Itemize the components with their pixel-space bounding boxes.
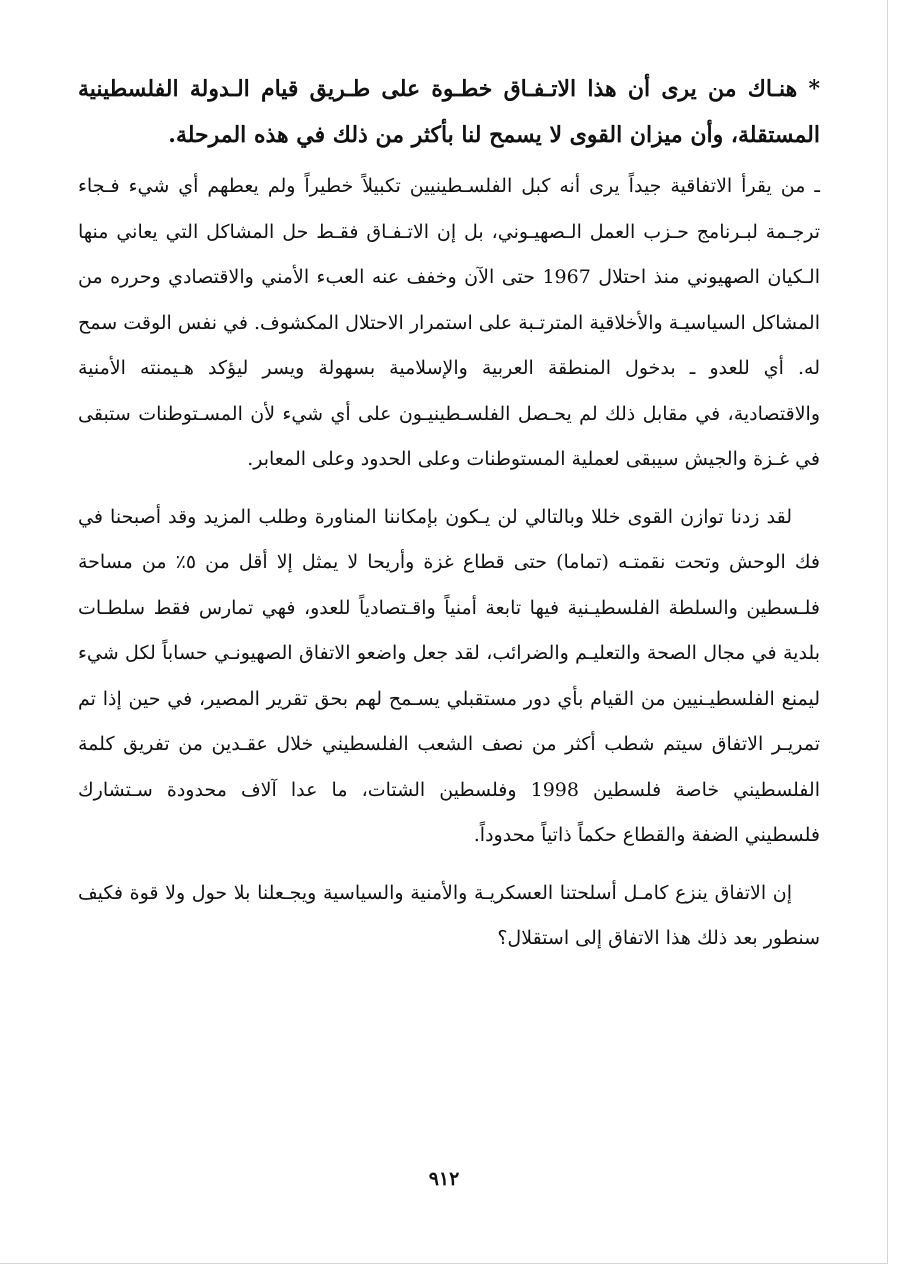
page-number: ٩١٢ xyxy=(428,1168,460,1190)
page-body xyxy=(78,66,820,974)
answer-paragraph-1: ـ من يقرأ الاتفاقية جيداً يرى أنه كبل الفلسـطينيين تكبيلاً خطيراً ولم يعطهم أي شيء فـجاء ترجـمة لبـرنامج حـزب العمل الـصهيـوني، بل إن الاتـفـاق فقـط حل المشاكل التي يعاني منها الـكيان الصهيوني منذ احتلال 1967 حتى الآن وخفف عنه العبء الأمني والاقتصادي وحرره من المشاكل السياسيـة والأخلاقية المترتـبة على استمرار الاحتلال المكشوف. في نفس الوقت سمح له. أي للعدو ـ بدخول المنطقة العربية والإسلامية بسهولة ويسر ليؤكد هـيمنته الأمنية والاقتصادية، في مقابل ذلك لم يحـصل الفلسـطينيـون على أي شيء لأن المسـتوطنات ستبقى في غـزة والجيش سيبقى لعملية المستوطنات وعلى الحدود وعلى المعابر. xyxy=(78,175,820,470)
answer-paragraph-3: إن الاتفاق ينزع كامـل أسلحتنا العسكريـة والأمنية والسياسية ويجـعلنا بلا حول ولا قوة فكيف سنطور بعد ذلك هذا الاتفاق إلى استقلال؟ xyxy=(78,881,820,949)
question-heading: * هنـاك من يرى أن هذا الاتـفـاق خطـوة على طـريق قيام الـدولة الفلسطينية المستقلة، وأن ميزان القوى لا يسمح لنا بأكثر من ذلك في هذه المرحلة. xyxy=(78,76,820,148)
answer-paragraph-2: لقد زدنا توازن القوى خللا وبالتالي لن يـكون بإمكاننا المناورة وطلب المزيد وقد أصبحنا في فك الوحش وتحت نقمتـه (تماما) حتى قطاع غزة وأريحا لا يمثل إلا أقل من ٥٪ من مساحة فلـسطين والسلطة الفلسطيـنية فيها تابعة أمنياً واقـتصادياً للعدو، فهي تمارس فقط سلطـات بلدية في مجال الصحة والتعليـم والضرائب، لقد جعل واضعو الاتفاق الصهيونـي حساباً لكل شيء ليمنع الفلسطيـنيين من القيام بأي دور مستقبلي يسـمح لهم بحق تقرير المصير، في حين إذا تم تمريـر الاتفاق سيتم شطب أكثر من نصف الشعب الفلسطيني خلال عقـدين من تفريق كلمة الفلسطيني خاصة فلسطين 1998 وفلسطين الشتات، ما عدا آلاف محدودة سـتشارك فلسطيني الضفة والقطاع حكماً ذاتياً محدوداً. xyxy=(78,505,820,846)
